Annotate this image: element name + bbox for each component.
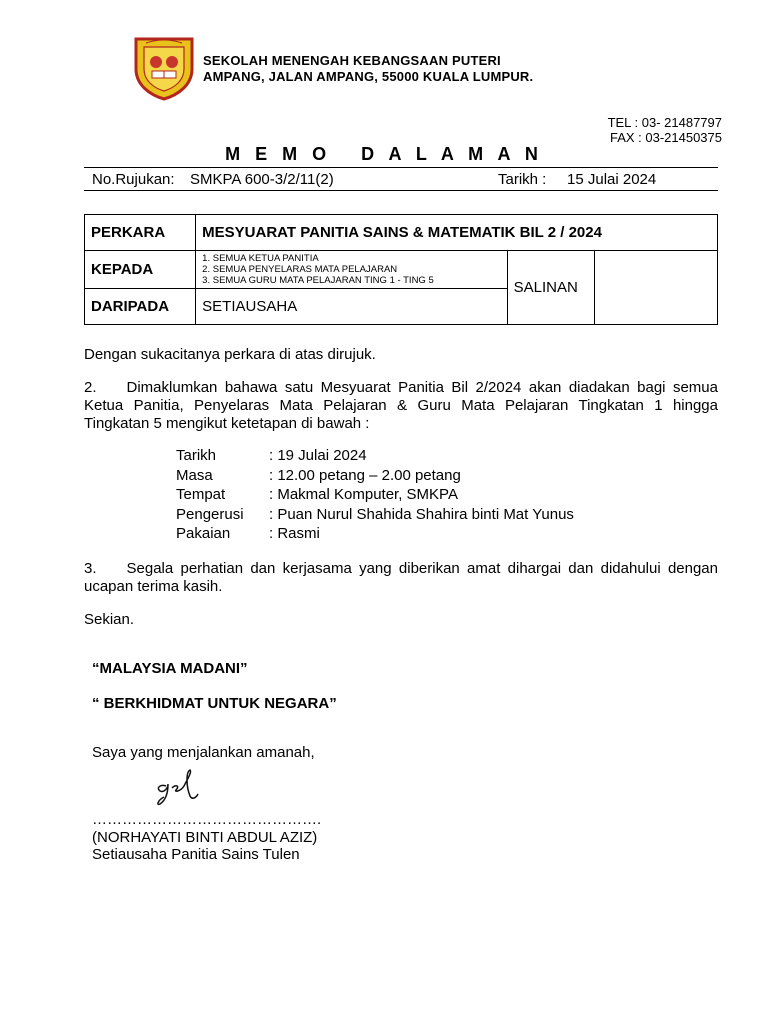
school-name: SEKOLAH MENENGAH KEBANGSAAN PUTERI AMPANG, JALAN AMPANG, 55000 KUALA LUMPUR. [203,53,534,84]
closing-text: Sekian. [84,611,135,628]
signatory-name: (NORHAYATI BINTI ABDUL AZIZ) [92,829,318,846]
detail-row: Tempat : Makmal Komputer, SMKPA [176,486,458,503]
paragraph-2-text: Dimaklumkan bahawa satu Mesyuarat Panitia Bil 2/2024 akan diadakan bagi semua Ketua Panitia, Penyelaras Mata Pelajaran & Guru Mata Pelajaran Tingkatan 1 hingga Tingkatan 5 mengikut ketetapan di bawah : [84,379,718,432]
fax: FAX : 03-21450375 [609,130,722,145]
reference-number: SMKPA 600-3/2/11(2) [190,171,334,188]
signature-line: ………………………………………. [92,811,322,828]
recipient-item: 3. SEMUA GURU MATA PELAJARAN TING 1 - TING 5 [202,275,434,286]
paragraph-3-text: Segala perhatian dan kerjasama yang diberikan amat dihargai dan didahului dengan ucapan terima kasih. [84,560,718,595]
paragraph-2-number: 2. [84,379,97,396]
divider-top [84,167,718,168]
handwritten-signature [152,766,212,808]
memo-date: 15 Julai 2024 [567,171,657,188]
memo-header-table [84,214,718,325]
salinan-label: SALINAN [507,251,594,325]
recipient-item: 1. SEMUA KETUA PANITIA [202,253,319,264]
signatory-position: Setiausaha Panitia Sains Tulen [92,846,300,863]
slogan-malaysia-madani: “MALAYSIA MADANI” [92,660,248,677]
salinan-value [594,251,717,325]
signature-intro: Saya yang menjalankan amanah, [92,744,315,761]
paragraph-3 [84,560,718,596]
detail-row: Tarikh : 19 Julai 2024 [176,447,367,464]
paragraph-2 [84,379,718,433]
school-crest-logo [132,35,196,101]
memo-title: M E M O D A L A M A N [225,144,543,164]
reference-label: No.Rujukan: [92,171,175,188]
recipient-item: 2. SEMUA PENYELARAS MATA PELAJARAN [202,264,398,275]
kepada-label: KEPADA [85,251,196,289]
paragraph-3-number: 3. [84,560,97,577]
daripada-value: SETIAUSAHA [196,289,507,325]
detail-row: Pengerusi : Puan Nurul Shahida Shahira binti Mat Yunus [176,505,574,523]
perkara-value: MESYUARAT PANITIA SAINS & MATEMATIK BIL 2 / 2024 [196,215,718,251]
daripada-label: DARIPADA [85,289,196,325]
perkara-label: PERKARA [85,215,196,251]
intro-paragraph: Dengan sukacitanya perkara di atas dirujuk. [84,346,376,363]
kepada-recipients [196,251,507,289]
date-label: Tarikh : [498,171,547,188]
detail-row: Masa : 12.00 petang – 2.00 petang [176,466,461,484]
slogan-berkhidmat: “ BERKHIDMAT UNTUK NEGARA” [92,695,337,712]
detail-row: Pakaian : Rasmi [176,525,320,542]
meeting-details [176,446,574,544]
divider-bottom [84,190,718,191]
telephone: TEL : 03- 21487797 [607,115,722,130]
